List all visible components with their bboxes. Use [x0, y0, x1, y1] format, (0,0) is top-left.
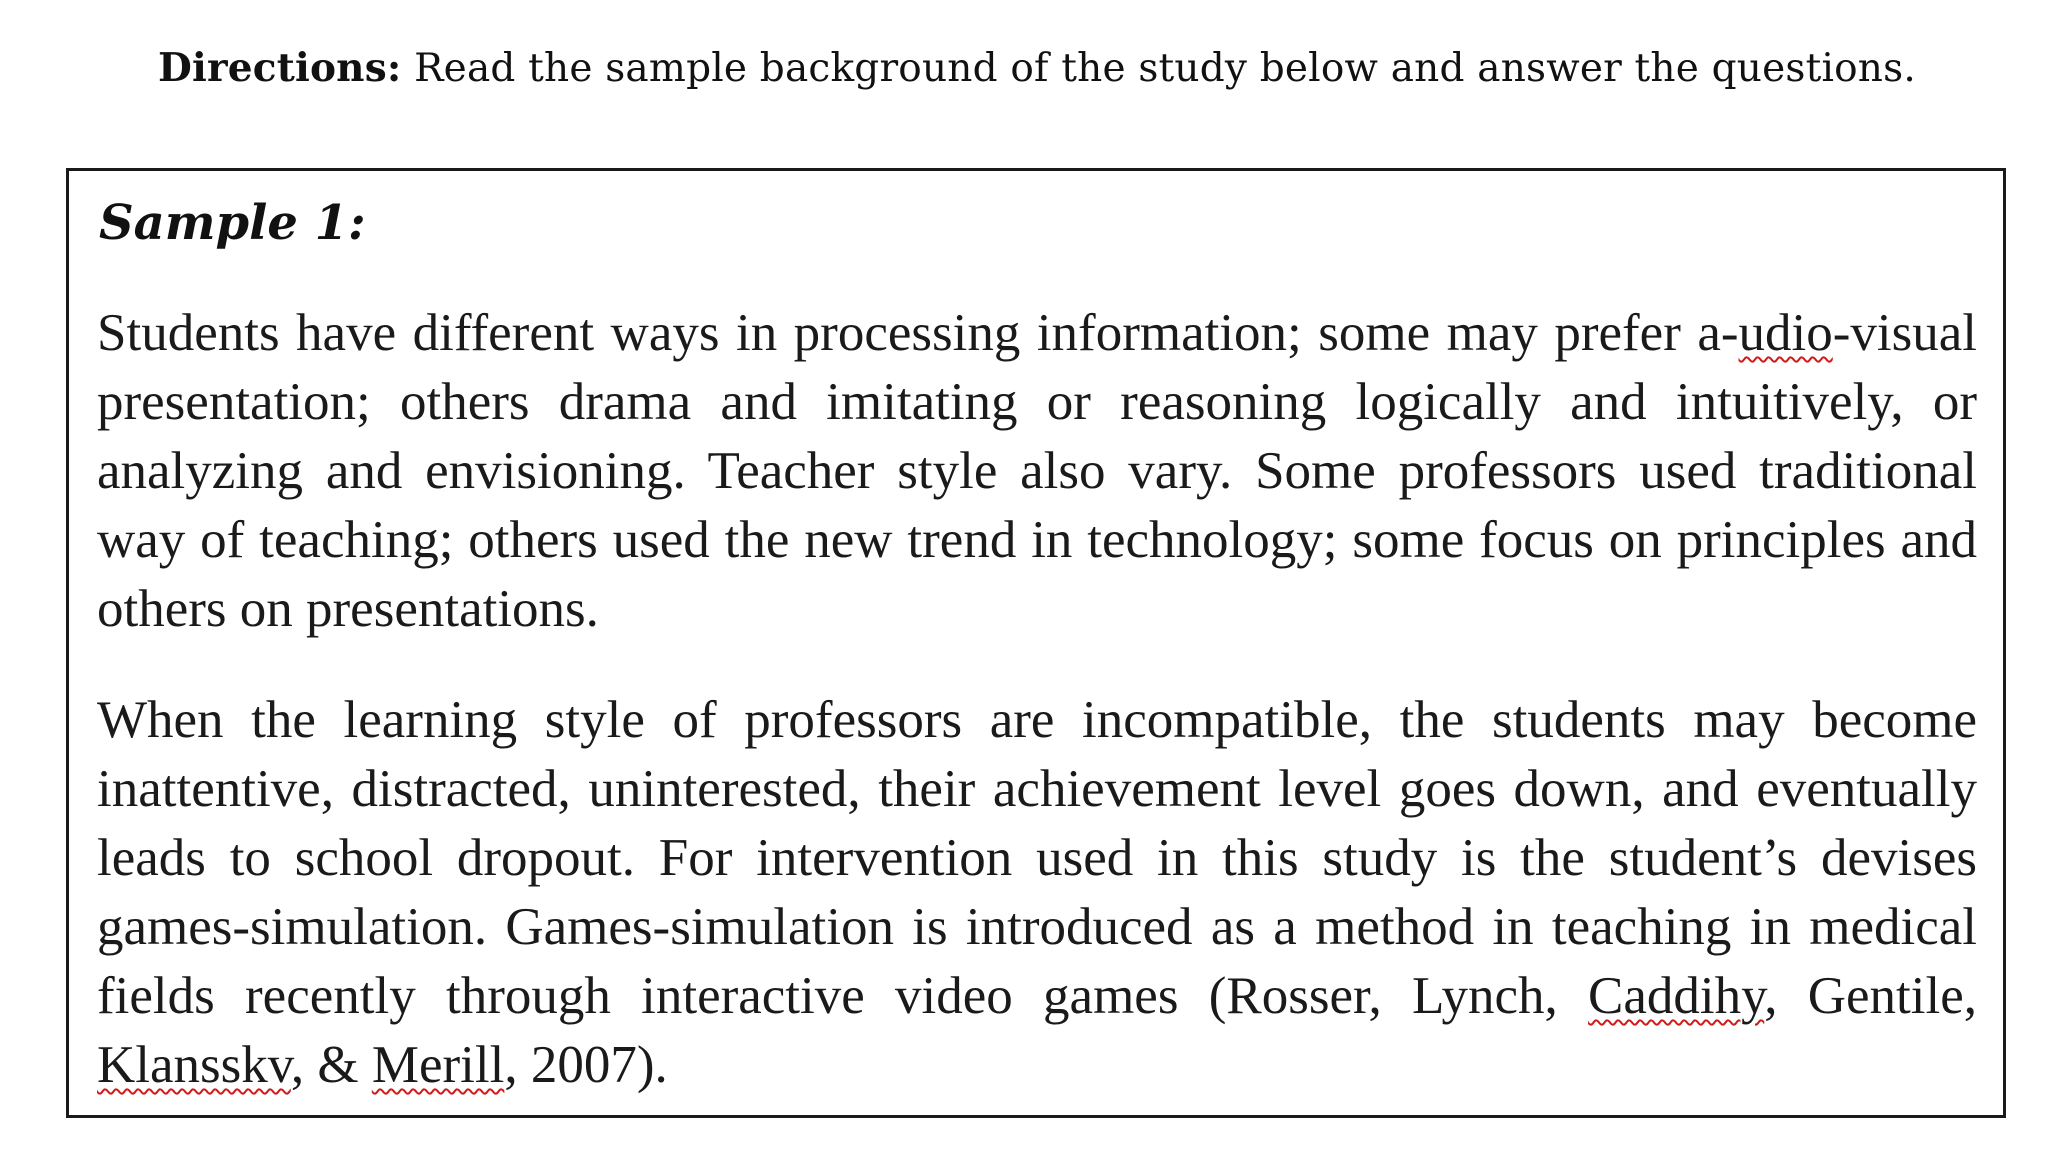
background-paragraph-2 [97, 686, 1977, 1100]
spellcheck-flagged-word: udio [1738, 304, 1833, 362]
sample-title: Sample 1: [99, 195, 366, 251]
paragraph-2-text-a: When the learning style of professors are incompatible, the students may become inattentive, distracted, uninterested, their achievement level goes down, and eventually leads to school dropout. For intervention used in this study is the student’s devises games-simulation. Games-simulation is introduced as a method in teaching in medical fields recently through interactive video games (Rosser, Lynch, [97, 691, 1977, 1025]
paragraph-2-text-c: , & [290, 1036, 372, 1094]
directions-text: Read the sample background of the study below and answer the questions. [401, 46, 1916, 91]
paragraph-1-text-b: -visual presentation; others drama and imitating or reasoning logically and intuitively, or analyzing and envisioning. Teacher style also vary. Some professors used traditional way of teaching; others used the new trend in technology; some focus on principles and others on presentations. [97, 304, 1977, 638]
spellcheck-flagged-word: Klansskv [97, 1036, 291, 1094]
paragraph-2-text-d: , 2007). [504, 1036, 668, 1094]
sample-box [66, 168, 2006, 1118]
paragraph-2-text-b: , Gentile, [1764, 967, 1977, 1025]
spellcheck-flagged-word: Caddihy [1588, 967, 1765, 1025]
spellcheck-flagged-word: Merill [371, 1036, 505, 1094]
directions-line [158, 38, 1916, 99]
directions-label: Directions: [158, 45, 402, 91]
background-paragraph-1 [97, 299, 1977, 644]
paragraph-1-text-a: Students have different ways in processing information; some may prefer a- [97, 304, 1739, 362]
